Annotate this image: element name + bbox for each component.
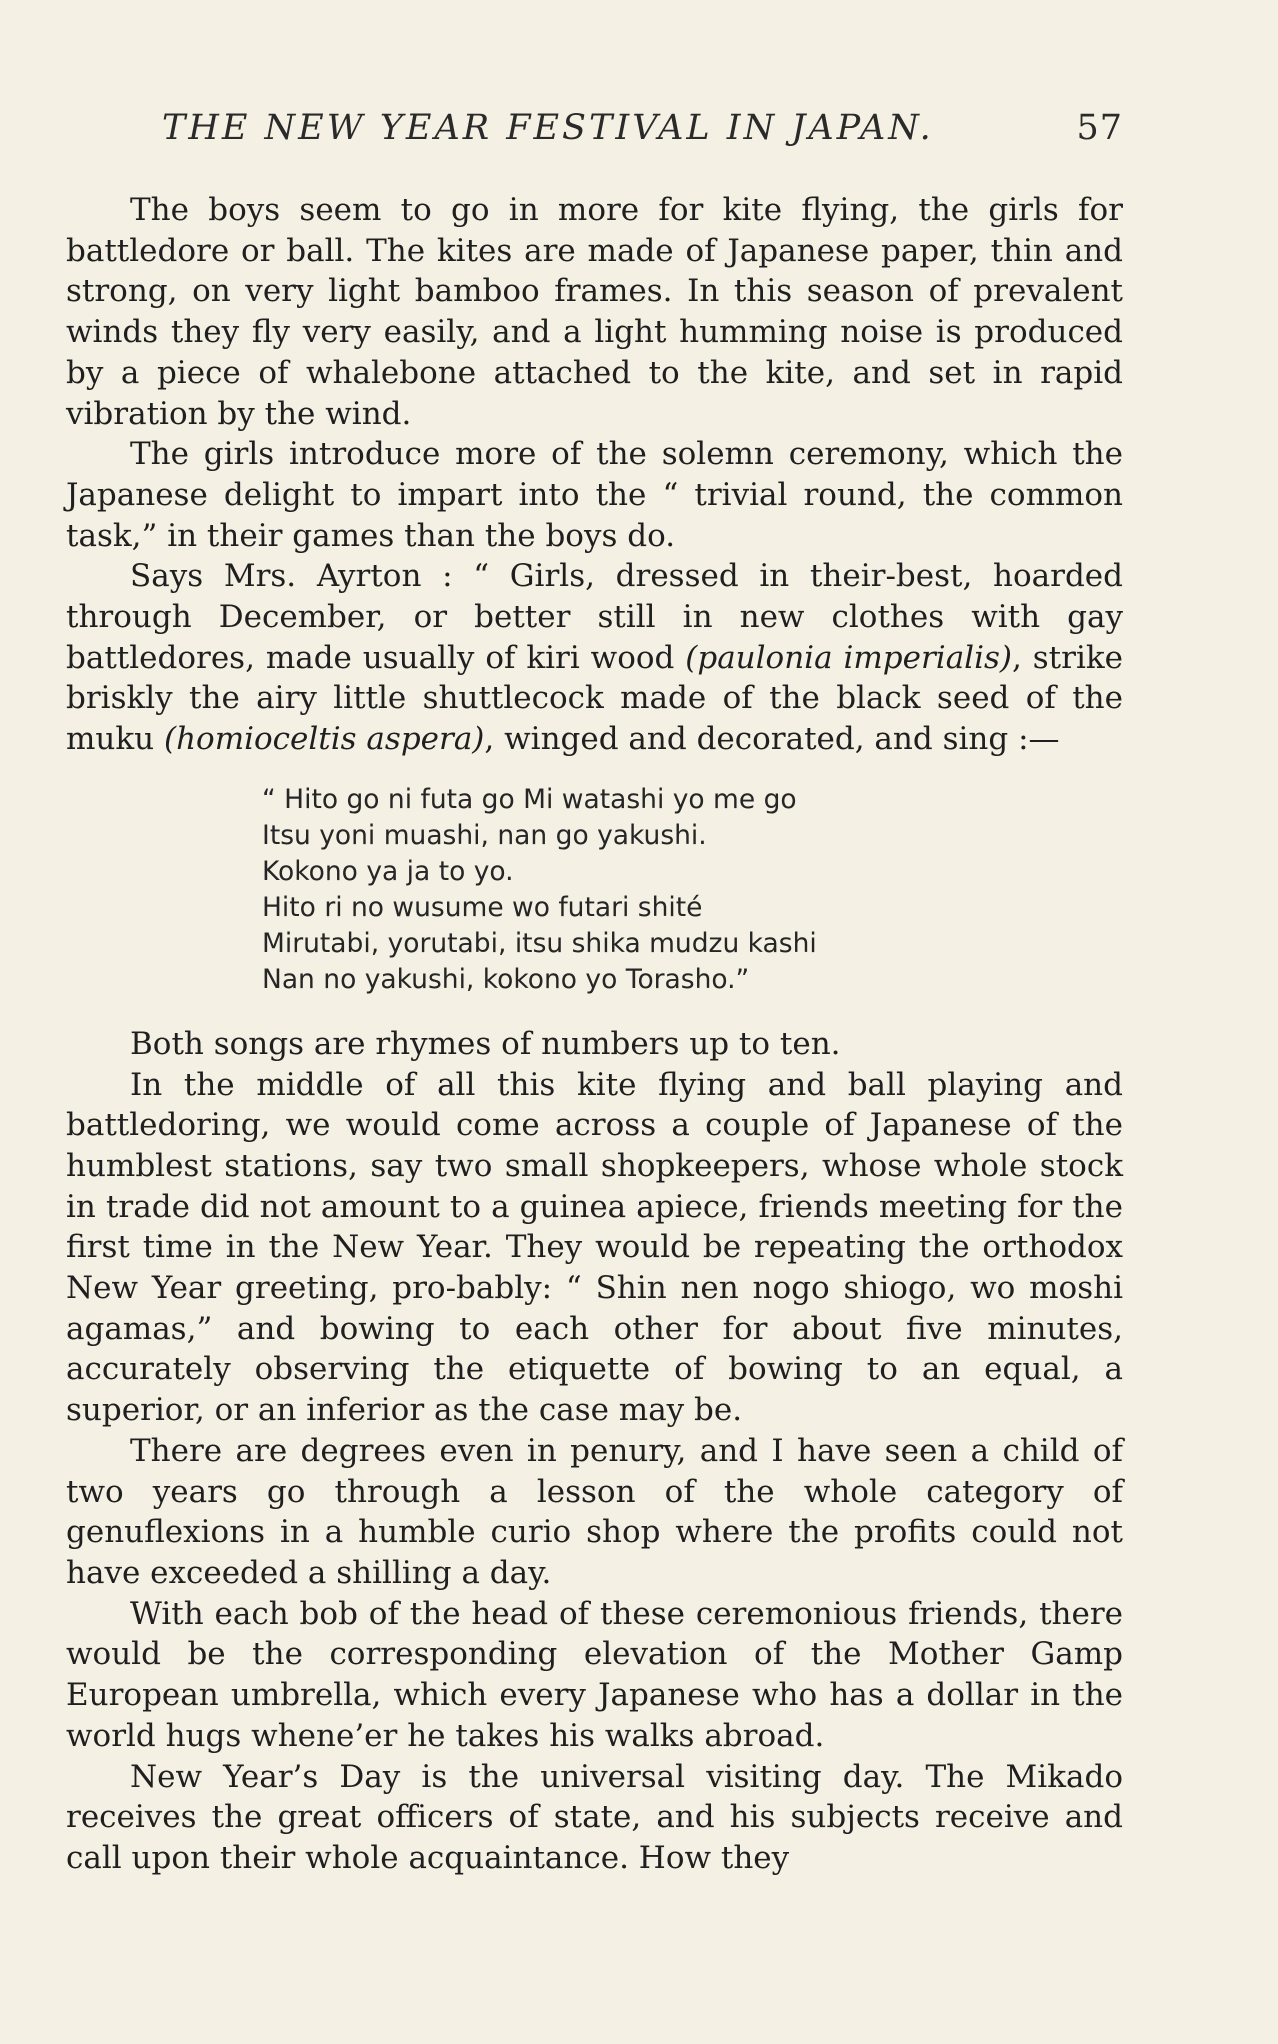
- paragraph-rhymes: Both songs are rhymes of numbers up to ten.: [130, 1025, 841, 1062]
- verse-line: Hito ri no wusume wo futari shité: [262, 891, 703, 923]
- scientific-name-paulonia: (paulonia imperialis): [685, 639, 1013, 676]
- verse-line: “ Hito go ni futa go Mi watashi yo me go: [262, 783, 797, 815]
- paragraph-girls-ceremony: The girls introduce more of the solemn ceremony, which the Japanese delight to impart into the “ trivial round, the common task,” in their games than the boys do.: [66, 436, 1123, 554]
- paragraph-umbrella: With each bob of the head of these ceremonious friends, there would be the corresponding elevation of the Mother Gamp European umbrella, which every Japanese who has a dollar in the world hugs whene’er he takes his walks abroad.: [66, 1595, 1123, 1754]
- verse-line: Mirutabi, yorutabi, itsu shika mudzu kashi: [262, 927, 817, 959]
- scientific-name-homioceltis: (homioceltis aspera): [163, 721, 485, 758]
- verse-line: Nan no yakushi, kokono yo Torasho.”: [262, 963, 750, 995]
- running-header: [66, 108, 1123, 158]
- paragraph-shopkeepers: In the middle of all this kite flying and ball playing and battledoring, we would come across a couple of Japanese of the humblest stations, say two small shopkeepers, whose whole stock in trade did not amount to a guinea apiece, friends meeting for the first time in the New Year. They would be repeating the orthodox New Year greeting, pro-bably: “ Shin nen nogo shiogo, wo moshi agamas,” and bowing to each other for about five minutes, accurately observing the etiquette of bowing to an equal, a superior, or an inferior as the case may be.: [66, 1066, 1123, 1429]
- paragraph-kite-flying: The boys seem to go in more for kite flying, the girls for battledore or ball. The kites are made of Japanese paper, thin and strong, on very light bamboo frames. In this season of prevalent winds they fly very easily, and a light humming noise is produced by a piece of whalebone attached to the kite, and set in rapid vibration by the wind.: [66, 192, 1123, 432]
- body-text: [66, 190, 1123, 1879]
- verse-line: Itsu yoni muashi, nan go yakushi.: [262, 819, 707, 851]
- song-verse: [262, 782, 1123, 998]
- page-number: 57: [1076, 108, 1123, 148]
- quote-part-c: , strike briskly the airy little shuttlecock made of the black seed of the muku: [66, 639, 1123, 758]
- quote-part-e: , winged and decorated, and sing :—: [484, 721, 1060, 758]
- paragraph-visiting-day: New Year’s Day is the universal visiting day. The Mikado receives the great officers of state, and his subjects receive and call upon their whole acquaintance. How they: [66, 1758, 1123, 1876]
- running-title: THE NEW YEAR FESTIVAL IN JAPAN.: [162, 108, 934, 148]
- paragraph-mrs-ayrton-quote: [66, 556, 1123, 760]
- paragraph-penury: There are degrees even in penury, and I have seen a child of two years go through a lesson of the whole category of genuflexions in a humble curio shop where the profits could not have exceeded a shilling a day.: [66, 1432, 1123, 1591]
- book-page: [66, 108, 1123, 1879]
- quote-part-a: Says Mrs. Ayrton : “ Girls, dressed in their-best, hoarded through December, or better still in new clothes with gay battledores, made usually of kiri wood: [66, 558, 1123, 676]
- verse-line: Kokono ya ja to yo.: [262, 855, 514, 887]
